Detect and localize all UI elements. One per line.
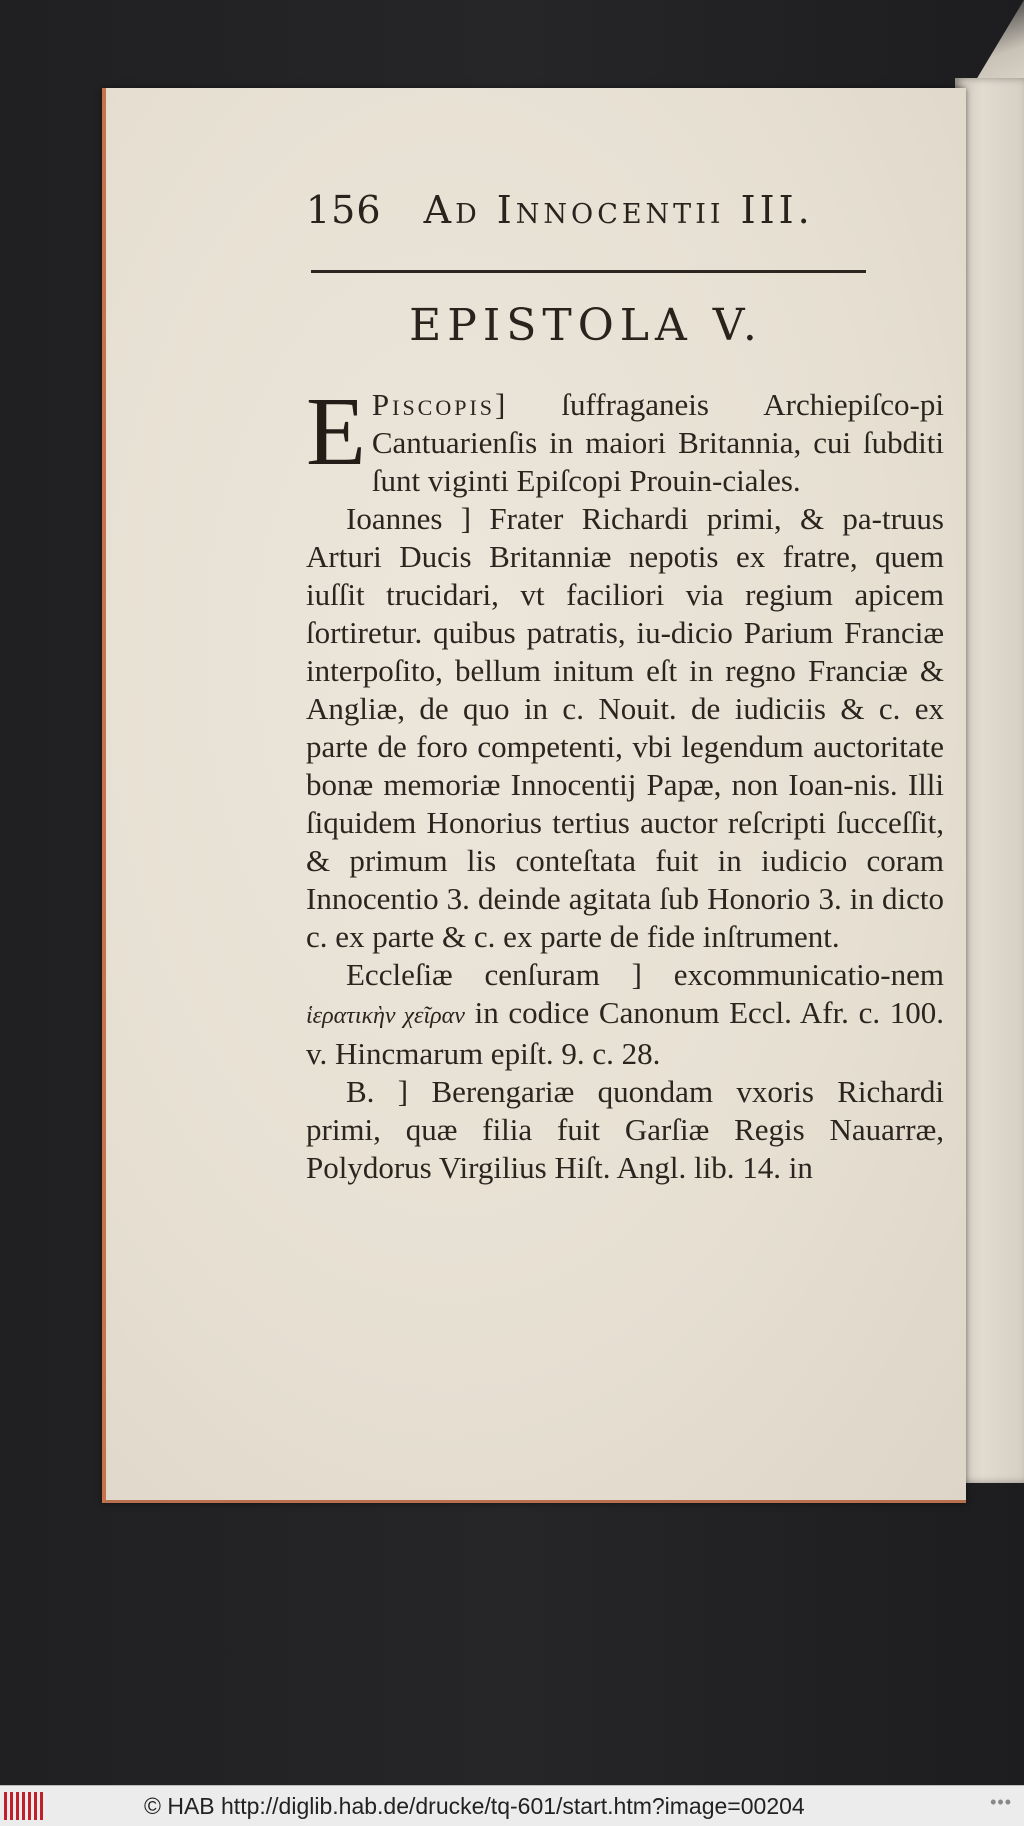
paragraph-3 bbox=[306, 956, 944, 1073]
running-head-title: Ad Innocentii III. bbox=[423, 188, 814, 232]
header-rule bbox=[311, 270, 866, 273]
paragraph-4: B. ] Berengariæ quondam vxoris Richardi primi, quæ filia fuit Garſiæ Regis Nauarræ, Polydorus Virgilius Hiſt. Angl. lib. 14. in bbox=[306, 1074, 944, 1185]
paragraph-3-text-before: Eccleſiæ cenſuram ] excommunicatio-nem bbox=[346, 957, 944, 992]
epistle-heading: EPISTOLA V. bbox=[409, 300, 763, 351]
page-number: 156 bbox=[306, 188, 382, 232]
drop-cap: E bbox=[306, 378, 366, 486]
footer-credit: © HAB http://diglib.hab.de/drucke/tq-601/start.htm?image=00204 bbox=[144, 1793, 805, 1819]
footer-dots: ••• bbox=[990, 1792, 1012, 1812]
page-body bbox=[306, 378, 944, 1187]
greek-phrase: ἱερατικὴν χεῖραν bbox=[306, 1003, 465, 1029]
lead-caps: Piscopis bbox=[371, 387, 496, 422]
paragraph-1 bbox=[306, 378, 944, 500]
paragraph-3-text-after: in codice Canonum Eccl. Afr. c. 100. v. Hincmarum epiſt. 9. c. 28. bbox=[306, 995, 944, 1071]
paragraph-1-text: ] ſuffraganeis Archiepiſco-pi Cantuarienſis in maiori Britannia, cui ſubditi ſunt viginti Epiſcopi Prouin-ciales. bbox=[371, 387, 944, 498]
footer-bar bbox=[0, 1785, 1024, 1826]
paragraph-2: Ioannes ] Frater Richardi primi, & pa-truus Arturi Ducis Britanniæ nepotis ex fratre, quem iuſſit trucidari, vt faciliori via regium apicem ſortiretur. quibus patratis, iu-dicio Parium Franciæ interpoſito, bellum initum eſt in regno Franciæ & Angliæ, de quo in c. Nouit. de iudiciis & c. ex parte de foro competenti, vbi legendum auctoritate bonæ memoriæ Innocentij Papæ, non Ioan-nis. Illi ſiquidem Honorius tertius auctor reſcripti ſucceſſit, & primum lis conteſtata fuit in iudicio coram Innocentio 3. deinde agitata ſub Honorio 3. in dicto c. ex parte & c. ex parte de fide inſtrument. bbox=[306, 501, 944, 954]
running-head bbox=[306, 188, 866, 244]
hab-logo-icon bbox=[4, 1792, 46, 1820]
book-page bbox=[102, 88, 966, 1503]
